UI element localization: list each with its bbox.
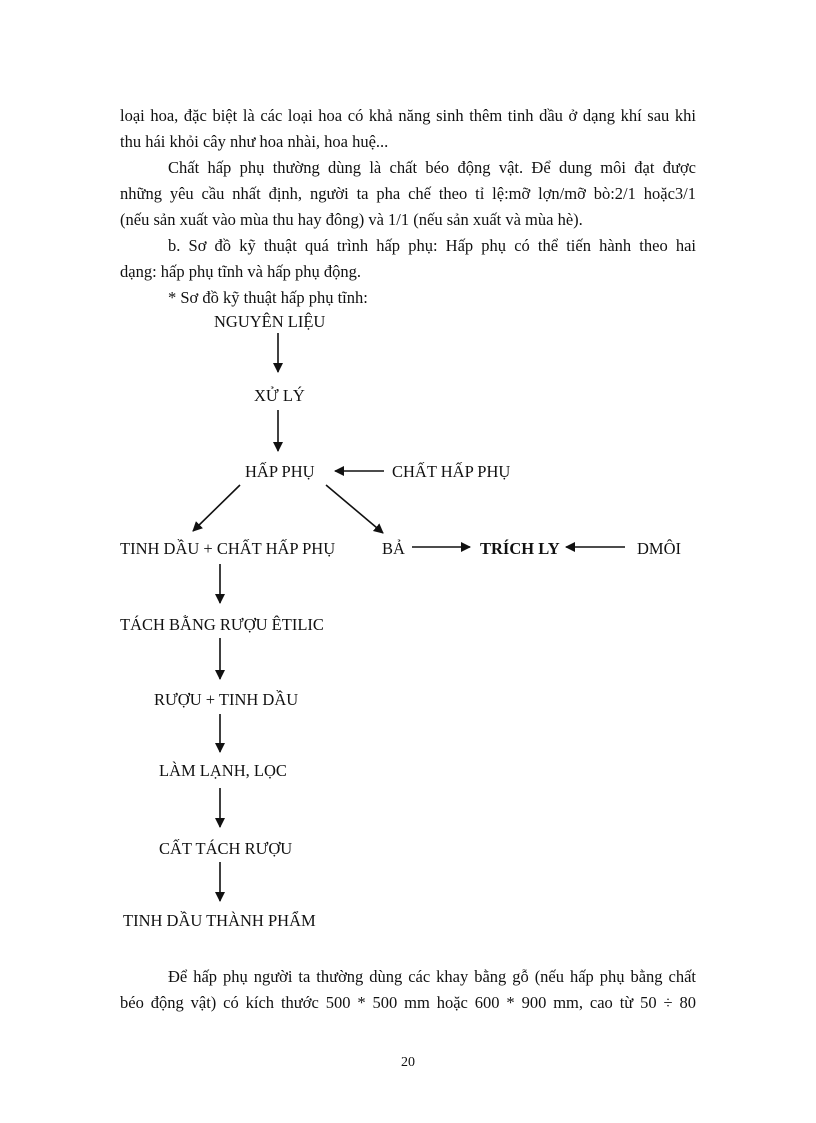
node-raw-material: NGUYÊN LIỆU — [214, 312, 326, 331]
paragraph-3-line-2: dạng: hấp phụ tĩnh và hấp phụ động. — [120, 262, 362, 281]
node-processing: XỬ LÝ — [254, 386, 305, 405]
node-ethanol-separation: TÁCH BẰNG RƯỢU ÊTILIC — [120, 615, 324, 634]
page-number: 20 — [401, 1055, 415, 1070]
paragraph-1 — [120, 103, 696, 155]
paragraph-3 — [120, 233, 696, 285]
paragraph-5-line-2: béo động vật) có kích thước 500 * 500 mm hoặc 600 * 900 mm, cao từ 50 ÷ 80 — [120, 993, 696, 1012]
node-alcohol-plus-oil: RƯỢU + TINH DẦU — [154, 690, 299, 709]
node-adsorption: HẤP PHỤ — [245, 462, 315, 481]
arrow-adsorption-to-residue — [326, 485, 383, 533]
node-alcohol-distillation: CẤT TÁCH RƯỢU — [159, 839, 293, 858]
node-cooling-filtering: LÀM LẠNH, LỌC — [159, 761, 287, 780]
paragraph-2 — [120, 155, 696, 233]
paragraph-1-line-1: loại hoa, đặc biệt là các loại hoa có khả năng sinh thêm tinh dầu ở dạng khí sau khi — [120, 106, 696, 125]
paragraph-1-line-2: thu hái khỏi cây như hoa nhài, hoa huệ... — [120, 132, 389, 151]
node-solvent: DMÔI — [637, 539, 681, 558]
node-finished-oil: TINH DẦU THÀNH PHẨM — [123, 911, 316, 930]
paragraph-5 — [120, 964, 696, 1016]
node-adsorbent: CHẤT HẤP PHỤ — [392, 462, 511, 481]
node-residue: BẢ — [382, 539, 405, 558]
paragraph-5-line-1: Để hấp phụ người ta thường dùng các khay bằng gỗ (nếu hấp phụ bằng chất — [168, 967, 696, 986]
diagram-heading-line: * Sơ đồ kỹ thuật hấp phụ tĩnh: — [168, 288, 368, 307]
node-oil-plus-adsorbent: TINH DẦU + CHẤT HẤP PHỤ — [120, 539, 336, 558]
diagram-heading — [120, 285, 696, 311]
paragraph-3-line-1: b. Sơ đồ kỹ thuật quá trình hấp phụ: Hấp phụ có thể tiến hành theo hai — [168, 236, 696, 255]
arrow-adsorption-to-oil — [193, 485, 240, 531]
paragraph-2-line-2: những yêu cầu nhất định, người ta pha chế theo tỉ lệ:mỡ lợn/mỡ bò:2/1 hoặc3/1 — [120, 184, 696, 203]
paragraph-2-line-3: (nếu sản xuất vào mùa thu hay đông) và 1/1 (nếu sản xuất và mùa hè). — [120, 210, 583, 229]
paragraph-2-line-1: Chất hấp phụ thường dùng là chất béo động vật. Để dung môi đạt được — [168, 158, 696, 177]
node-extraction: TRÍCH LY — [480, 539, 560, 558]
